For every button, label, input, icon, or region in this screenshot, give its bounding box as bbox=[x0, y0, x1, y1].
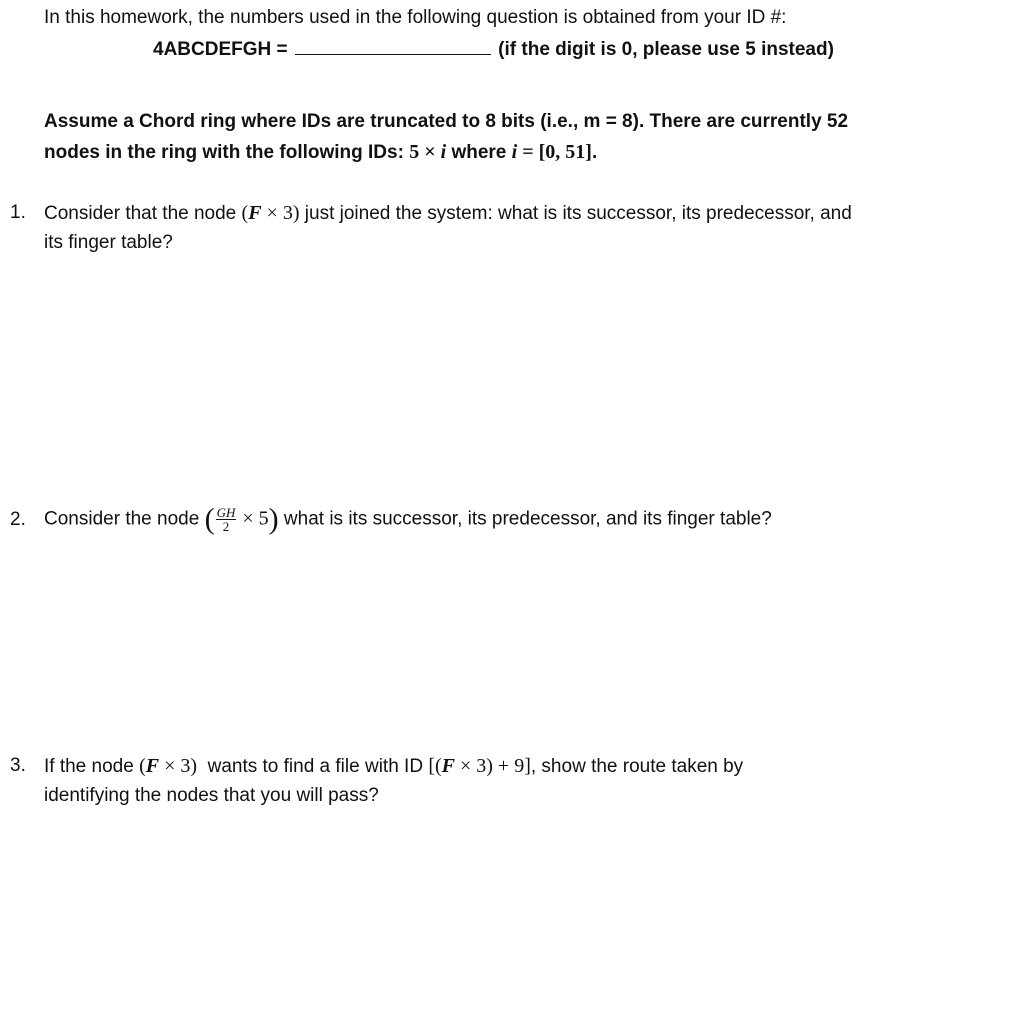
question-2-frac-denominator: 2 bbox=[222, 519, 230, 534]
id-blank bbox=[295, 36, 491, 55]
question-1-math-open: ( bbox=[241, 202, 249, 224]
question-2-fraction bbox=[216, 506, 237, 533]
question-2-frac-numerator: GH bbox=[216, 505, 236, 520]
question-3-line-2: identifying the nodes that you will pass? bbox=[44, 785, 379, 806]
id-note: (if the digit is 0, please use 5 instead) bbox=[498, 39, 834, 60]
assumption-end: . bbox=[591, 142, 598, 163]
assumption-math-a: 5 × bbox=[409, 141, 441, 163]
question-3-math2-rest: × 3) + 9] bbox=[454, 755, 531, 777]
question-3-suffix: , show the route taken by bbox=[530, 756, 744, 777]
question-2-number: 2. bbox=[10, 509, 26, 530]
question-3-line-1 bbox=[44, 754, 743, 779]
question-3-number: 3. bbox=[10, 755, 26, 776]
intro-text: In this homework, the numbers used in the following question is obtained from your ID #: bbox=[44, 7, 787, 28]
question-3-math-var: F bbox=[145, 755, 160, 777]
question-1-math-var: F bbox=[248, 202, 262, 224]
question-2-line-1 bbox=[44, 502, 772, 536]
question-1-math-rest: × 3) bbox=[261, 202, 300, 224]
assumption-line-2 bbox=[44, 140, 597, 165]
question-1-suffix: just joined the system: what is its successor, its predecessor, and bbox=[299, 203, 852, 224]
question-3-math-open: ( bbox=[139, 755, 146, 777]
question-2-math-rest: × 5 bbox=[237, 507, 269, 530]
question-2-prefix: Consider the node bbox=[44, 508, 205, 530]
assumption-line-1: Assume a Chord ring where IDs are truncated to 8 bits (i.e., m = 8). There are currently 52 bbox=[44, 111, 849, 132]
id-line bbox=[153, 36, 834, 62]
question-3-prefix: If the node bbox=[44, 756, 140, 777]
question-1-line-1 bbox=[44, 201, 852, 226]
assumption-text: nodes in the ring with the following IDs: bbox=[44, 142, 410, 163]
assumption-math-i: i bbox=[440, 141, 447, 163]
question-3-math2-var: F bbox=[441, 755, 455, 777]
question-2-paren-close: ) bbox=[268, 502, 279, 536]
question-3-math2-open: [( bbox=[428, 755, 442, 777]
assumption-where: where bbox=[446, 142, 512, 163]
question-3-middle: wants to find a file with ID bbox=[197, 756, 429, 777]
question-1-prefix: Consider that the node bbox=[44, 203, 242, 224]
question-3-math-rest: × 3) bbox=[159, 755, 198, 777]
assumption-math-range: = [0, 51] bbox=[517, 141, 592, 163]
question-1-number: 1. bbox=[10, 202, 26, 223]
question-2-paren-open: ( bbox=[204, 502, 215, 536]
question-2-suffix: what is its successor, its predecessor, and its finger table? bbox=[278, 508, 772, 530]
id-label: 4ABCDEFGH = bbox=[153, 39, 288, 60]
question-1-line-2: its finger table? bbox=[44, 232, 173, 253]
assumption-math-i2: i bbox=[511, 141, 518, 163]
